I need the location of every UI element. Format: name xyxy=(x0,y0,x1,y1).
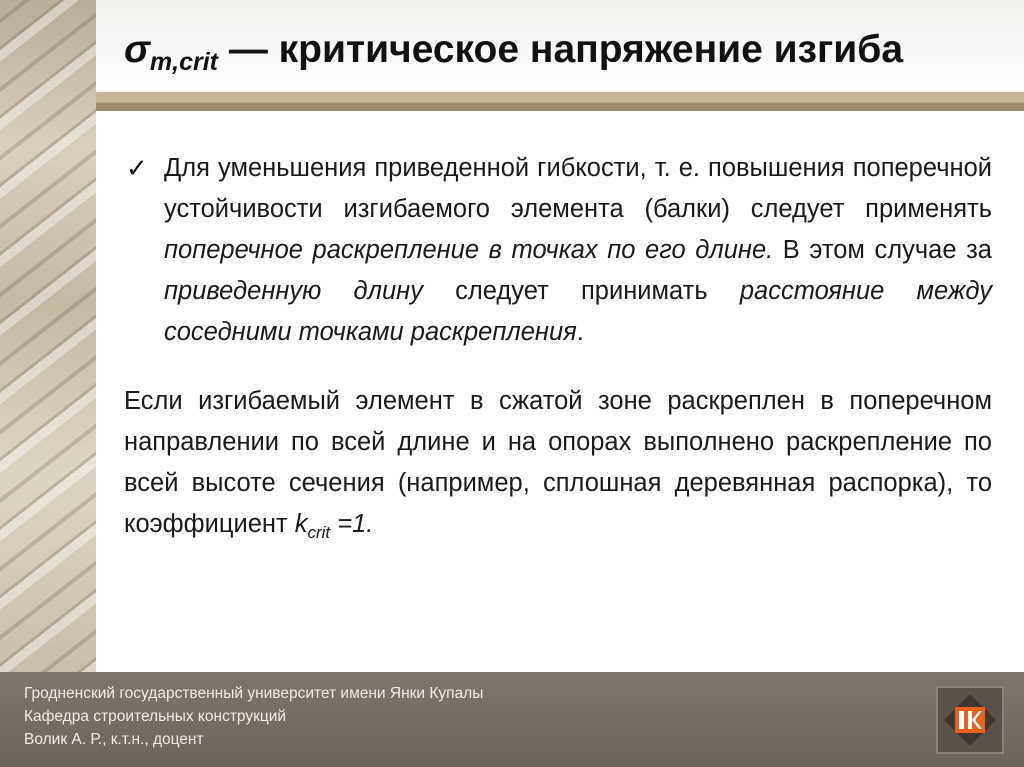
bullet-paragraph xyxy=(164,148,992,353)
text-segment: следует принимать xyxy=(422,277,740,305)
bullet-item xyxy=(124,148,992,353)
text-segment: Для уменьшения приведенной гибкости, т. е. повышения поперечной устойчивости изгибаемого элемента (балки) следует применять xyxy=(164,154,992,223)
sigma-symbol: σ xyxy=(124,28,150,71)
footer xyxy=(0,672,1024,767)
footer-author: Волик А. Р., к.т.н., доцент xyxy=(24,731,204,748)
k-symbol: k xyxy=(294,510,308,538)
slide-title xyxy=(124,28,903,77)
text-segment: . xyxy=(576,318,584,346)
k-value: =1. xyxy=(330,510,374,538)
second-paragraph xyxy=(124,381,992,553)
title-text: — критическое напряжение изгиба xyxy=(217,28,904,71)
text-segment: Если изгибаемый элемент в сжатой зоне раскреплен в поперечном направлении по всей длине и на опорах выполнено раскрепление по всей высоте сечения (например, сплошная деревянная распорка), то коэффициент xyxy=(124,387,992,538)
k-subscript: crit xyxy=(307,523,331,542)
italic-segment: приведенную длину xyxy=(164,277,423,305)
title-underline-bar xyxy=(96,92,1024,111)
italic-segment: расстояние между соседними точками раскрепления xyxy=(164,277,992,346)
university-logo-icon xyxy=(936,686,1004,754)
italic-segment: поперечное раскрепление в точках по его длине. xyxy=(164,236,774,264)
sigma-subscript: m,crit xyxy=(149,48,218,76)
footer-university: Гродненский государственный университет имени Янки Купалы xyxy=(24,685,484,702)
footer-text xyxy=(24,682,483,751)
text-segment: В этом случае за xyxy=(773,236,992,264)
checkmark-icon: ✓ xyxy=(126,153,148,183)
decorative-left-panel xyxy=(0,0,96,672)
slide-content xyxy=(124,148,992,553)
footer-department: Кафедра строительных конструкций xyxy=(24,708,287,725)
